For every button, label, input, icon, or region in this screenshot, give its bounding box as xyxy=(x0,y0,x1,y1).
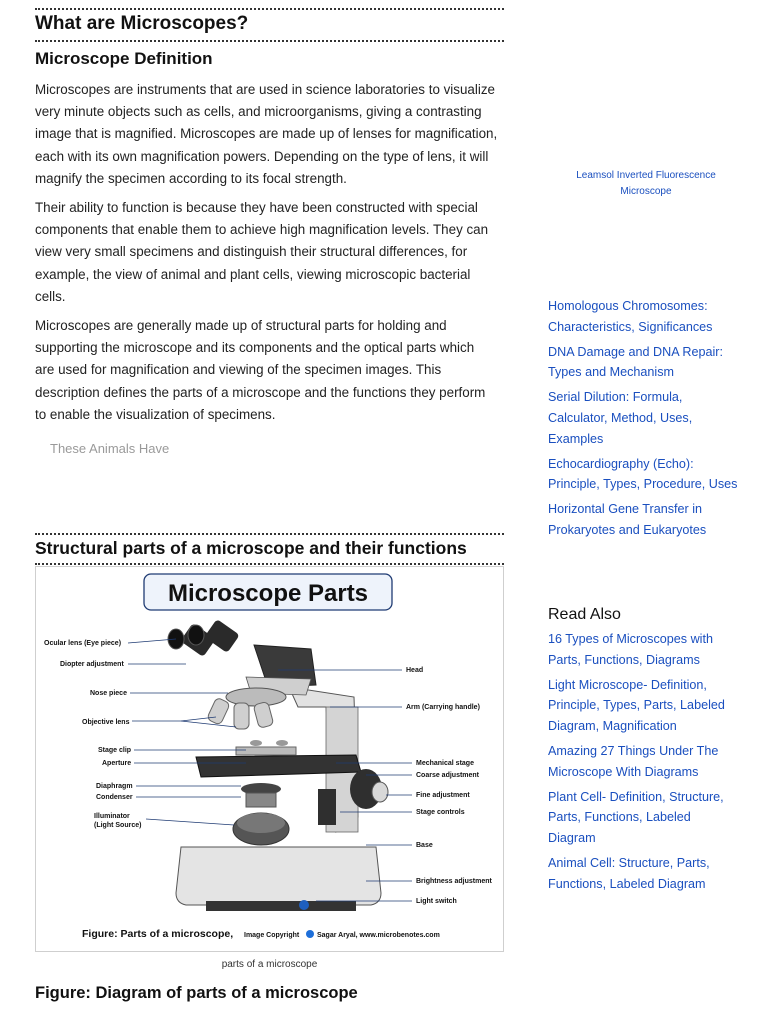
divider xyxy=(35,40,504,42)
link-things-under-microscope[interactable]: Amazing 27 Things Under The Microscope With Diagrams xyxy=(548,743,719,779)
read-also-heading: Read Also xyxy=(548,606,621,623)
label-nose-piece: Nose piece xyxy=(90,690,127,697)
text-line: to enable the visualization of specimens. xyxy=(35,406,276,422)
text-line: magnify the specimen according to its focal strength. xyxy=(35,170,347,186)
left-labels xyxy=(44,640,141,829)
text-line: each with its own magnification powers. Depending on the type of lens, it will xyxy=(35,148,489,164)
product-link-line: Leamsol Inverted Fluorescence xyxy=(576,170,716,181)
right-labels xyxy=(406,667,493,905)
link-light-microscope[interactable]: Light Microscope- Definition, Principle, Types, Parts, Labeled Diagram, Magnification xyxy=(548,677,725,734)
link-horizontal-gene-transfer[interactable]: Horizontal Gene Transfer in Prokaryotes and Eukaryotes xyxy=(548,502,707,537)
heading-structural-parts: Structural parts of a microscope and their functions xyxy=(35,538,467,558)
label-aperture: Aperture xyxy=(102,760,132,767)
label-condenser: Condenser xyxy=(96,794,133,801)
figure-heading: Figure: Diagram of parts of a microscope xyxy=(35,984,358,1002)
diagram-footer-copyright: Image Copyright xyxy=(244,932,300,939)
label-diopter-adjustment: Diopter adjustment xyxy=(60,661,124,668)
label-diaphragm: Diaphragm xyxy=(96,783,133,790)
text-line: components that enable them to achieve high magnification levels. They can xyxy=(35,222,489,238)
text-line: Their ability to function is because they have been constructed with special xyxy=(35,200,478,216)
label-base: Base xyxy=(416,842,433,849)
sidebar-related-links xyxy=(548,296,748,541)
label-light-source: (Light Source) xyxy=(94,822,142,829)
product-link[interactable] xyxy=(560,168,732,200)
diagram-footer-author: Sagar Aryal, www.microbenotes.com xyxy=(317,932,440,939)
text-line: cells. xyxy=(35,288,66,304)
divider xyxy=(35,8,504,10)
link-serial-dilution[interactable]: Serial Dilution: Formula, Calculator, Method, Uses, Examples xyxy=(548,390,693,446)
text-line: example, the view of animal and plant cells, viewing microscopic bacterial xyxy=(35,266,471,282)
text-line: Microscopes are instruments that are used in science laboratories to visualize xyxy=(35,82,495,97)
text-line: view very small specimens and distinguish their structural differences, for xyxy=(35,244,468,260)
copyright-icon xyxy=(306,930,314,938)
divider xyxy=(35,563,504,565)
label-coarse-adjustment: Coarse adjustment xyxy=(416,772,480,779)
ad-teaser[interactable]: These Animals Have xyxy=(50,441,170,457)
divider xyxy=(35,533,504,535)
link-homologous-chromosomes[interactable]: Homologous Chromosomes: Characteristics, Significances xyxy=(548,299,713,334)
link-dna-damage[interactable]: DNA Damage and DNA Repair: Types and Mechanism xyxy=(548,344,723,380)
structural-heading-block xyxy=(35,533,504,565)
label-illuminator: Illuminator xyxy=(94,813,130,820)
label-arm: Arm (Carrying handle) xyxy=(406,704,480,711)
link-plant-cell[interactable]: Plant Cell- Definition, Structure, Parts, Functions, Labeled Diagram xyxy=(548,789,724,846)
diagram-title: Microscope Parts xyxy=(167,580,369,607)
paragraph-definition xyxy=(35,79,504,190)
microscope-diagram xyxy=(36,567,503,951)
label-fine-adjustment: Fine adjustment xyxy=(416,792,470,799)
label-stage-clip: Stage clip xyxy=(98,747,132,754)
link-animal-cell[interactable]: Animal Cell: Structure, Parts, Functions, Labeled Diagram xyxy=(548,855,710,891)
label-head: Head xyxy=(406,667,424,674)
text-line: very minute objects such as cells, and microorganisms, giving a contrasting xyxy=(35,104,482,120)
link-types-of-microscopes[interactable]: 16 Types of Microscopes with Parts, Functions, Diagrams xyxy=(548,632,713,667)
label-ocular-lens: Ocular lens (Eye piece) xyxy=(44,640,122,647)
link-echocardiography[interactable]: Echocardiography (Echo): Principle, Types, Procedure, Uses xyxy=(548,456,738,492)
label-brightness-adjustment: Brightness adjustment xyxy=(416,878,492,885)
sidebar-read-also xyxy=(548,604,748,895)
microscope-parts-figure[interactable] xyxy=(35,566,504,952)
heading-microscope-definition: Microscope Definition xyxy=(35,49,213,68)
diagram-footer-main: Figure: Parts of a microscope, xyxy=(82,928,234,940)
microscope-illustration xyxy=(168,619,388,911)
label-stage-controls: Stage controls xyxy=(416,809,465,816)
product-link-line: Microscope xyxy=(620,186,672,197)
label-objective-lens: Objective lens xyxy=(82,719,130,726)
text-line: are used for magnification and viewing of the specimen images. This xyxy=(35,362,442,378)
figure-caption: parts of a microscope xyxy=(221,959,318,970)
text-line: Microscopes are generally made up of structural parts for holding and xyxy=(35,318,447,334)
article-body xyxy=(35,0,504,456)
label-mechanical-stage: Mechanical stage xyxy=(416,760,474,767)
text-line: image that is magnified. Microscopes are made up of lenses for magnification, xyxy=(35,126,498,142)
text-line: description defines the parts of a microscope and the functions they perform xyxy=(35,384,486,400)
paragraph-function xyxy=(35,197,504,308)
paragraph-structure xyxy=(35,315,504,426)
label-light-switch: Light switch xyxy=(416,898,457,905)
heading-what-are-microscopes: What are Microscopes? xyxy=(35,13,249,34)
text-line: supporting the microscope and its components and the optical parts which xyxy=(35,340,475,356)
